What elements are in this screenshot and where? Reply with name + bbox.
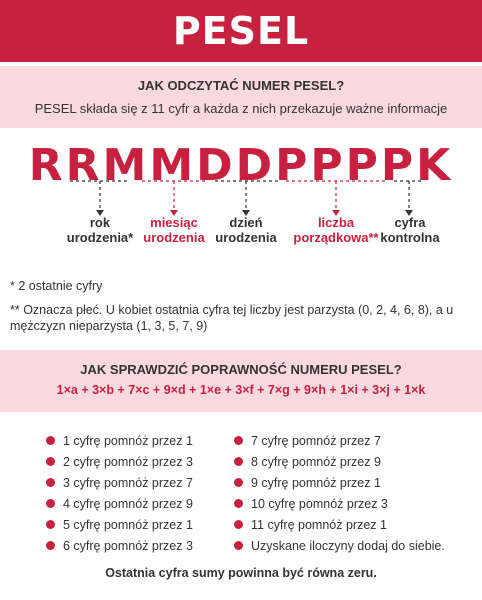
steps-right bbox=[234, 430, 445, 556]
list-item: 1 cyfrę pomnóż przez 1 bbox=[46, 430, 193, 451]
segment-label-liczba: liczba porządkowa** bbox=[293, 215, 379, 245]
header-bar bbox=[0, 0, 482, 62]
segment-label-cyfra: cyfra kontrolna bbox=[380, 215, 440, 245]
bullet-icon bbox=[46, 478, 55, 487]
bullet-icon bbox=[234, 457, 243, 466]
check-band bbox=[0, 350, 482, 412]
final-note: Ostatnia cyfra sumy powinna być równa zeru. bbox=[105, 566, 377, 580]
bullet-icon bbox=[46, 499, 55, 508]
list-item: 9 cyfrę pomnóż przez 1 bbox=[234, 472, 445, 493]
intro-question: JAK ODCZYTAĆ NUMER PESEL? bbox=[137, 78, 345, 93]
segment-label-dzien: dzień urodzenia bbox=[215, 215, 277, 245]
segment-connectors bbox=[0, 178, 482, 218]
segment-label-rok: rok urodzenia* bbox=[66, 215, 134, 245]
pesel-pattern: RRMMDDPPPPK bbox=[28, 140, 454, 191]
bullet-icon bbox=[46, 520, 55, 529]
bullet-icon bbox=[234, 520, 243, 529]
bullet-icon bbox=[46, 541, 55, 550]
list-item: 4 cyfrę pomnóż przez 9 bbox=[46, 493, 193, 514]
list-item: 10 cyfrę pomnóż przez 3 bbox=[234, 493, 445, 514]
segment-label-miesiac: miesiąc urodzenia bbox=[143, 215, 205, 245]
check-formula: 1×a + 3×b + 7×c + 9×d + 1×e + 3×f + 7×g + 9×h + 1×i + 3×j + 1×k bbox=[56, 383, 426, 397]
bullet-icon bbox=[234, 478, 243, 487]
list-item: 3 cyfrę pomnóż przez 7 bbox=[46, 472, 193, 493]
note-year: * 2 ostatnie cyfry bbox=[10, 279, 103, 293]
page-title: PESEL bbox=[172, 9, 310, 53]
list-item: 7 cyfrę pomnóż przez 7 bbox=[234, 430, 445, 451]
note-gender: ** Oznacza płeć. U kobiet ostatnia cyfra tej liczby jest parzysta (0, 2, 4, 6, 8), a u mężczyzn nieparzysta (1, 3, 5, 7, 9) bbox=[10, 303, 454, 333]
bullet-icon bbox=[46, 457, 55, 466]
notes-section bbox=[10, 278, 475, 342]
bullet-icon bbox=[234, 436, 243, 445]
intro-band bbox=[0, 66, 482, 128]
steps-left bbox=[46, 430, 193, 556]
list-item: 8 cyfrę pomnóż przez 9 bbox=[234, 451, 445, 472]
list-item: 6 cyfrę pomnóż przez 3 bbox=[46, 535, 193, 556]
bullet-icon bbox=[234, 499, 243, 508]
intro-description: PESEL składa się z 11 cyfr a każda z nich przekazuje ważne informacje bbox=[34, 101, 448, 116]
check-question: JAK SPRAWDZIĆ POPRAWNOŚĆ NUMERU PESEL? bbox=[80, 362, 402, 377]
list-item: 5 cyfrę pomnóż przez 1 bbox=[46, 514, 193, 535]
bullet-icon bbox=[234, 541, 243, 550]
bullet-icon bbox=[46, 436, 55, 445]
list-item: Uzyskane iloczyny dodaj do siebie. bbox=[234, 535, 445, 556]
list-item: 2 cyfrę pomnóż przez 3 bbox=[46, 451, 193, 472]
list-item: 11 cyfrę pomnóż przez 1 bbox=[234, 514, 445, 535]
